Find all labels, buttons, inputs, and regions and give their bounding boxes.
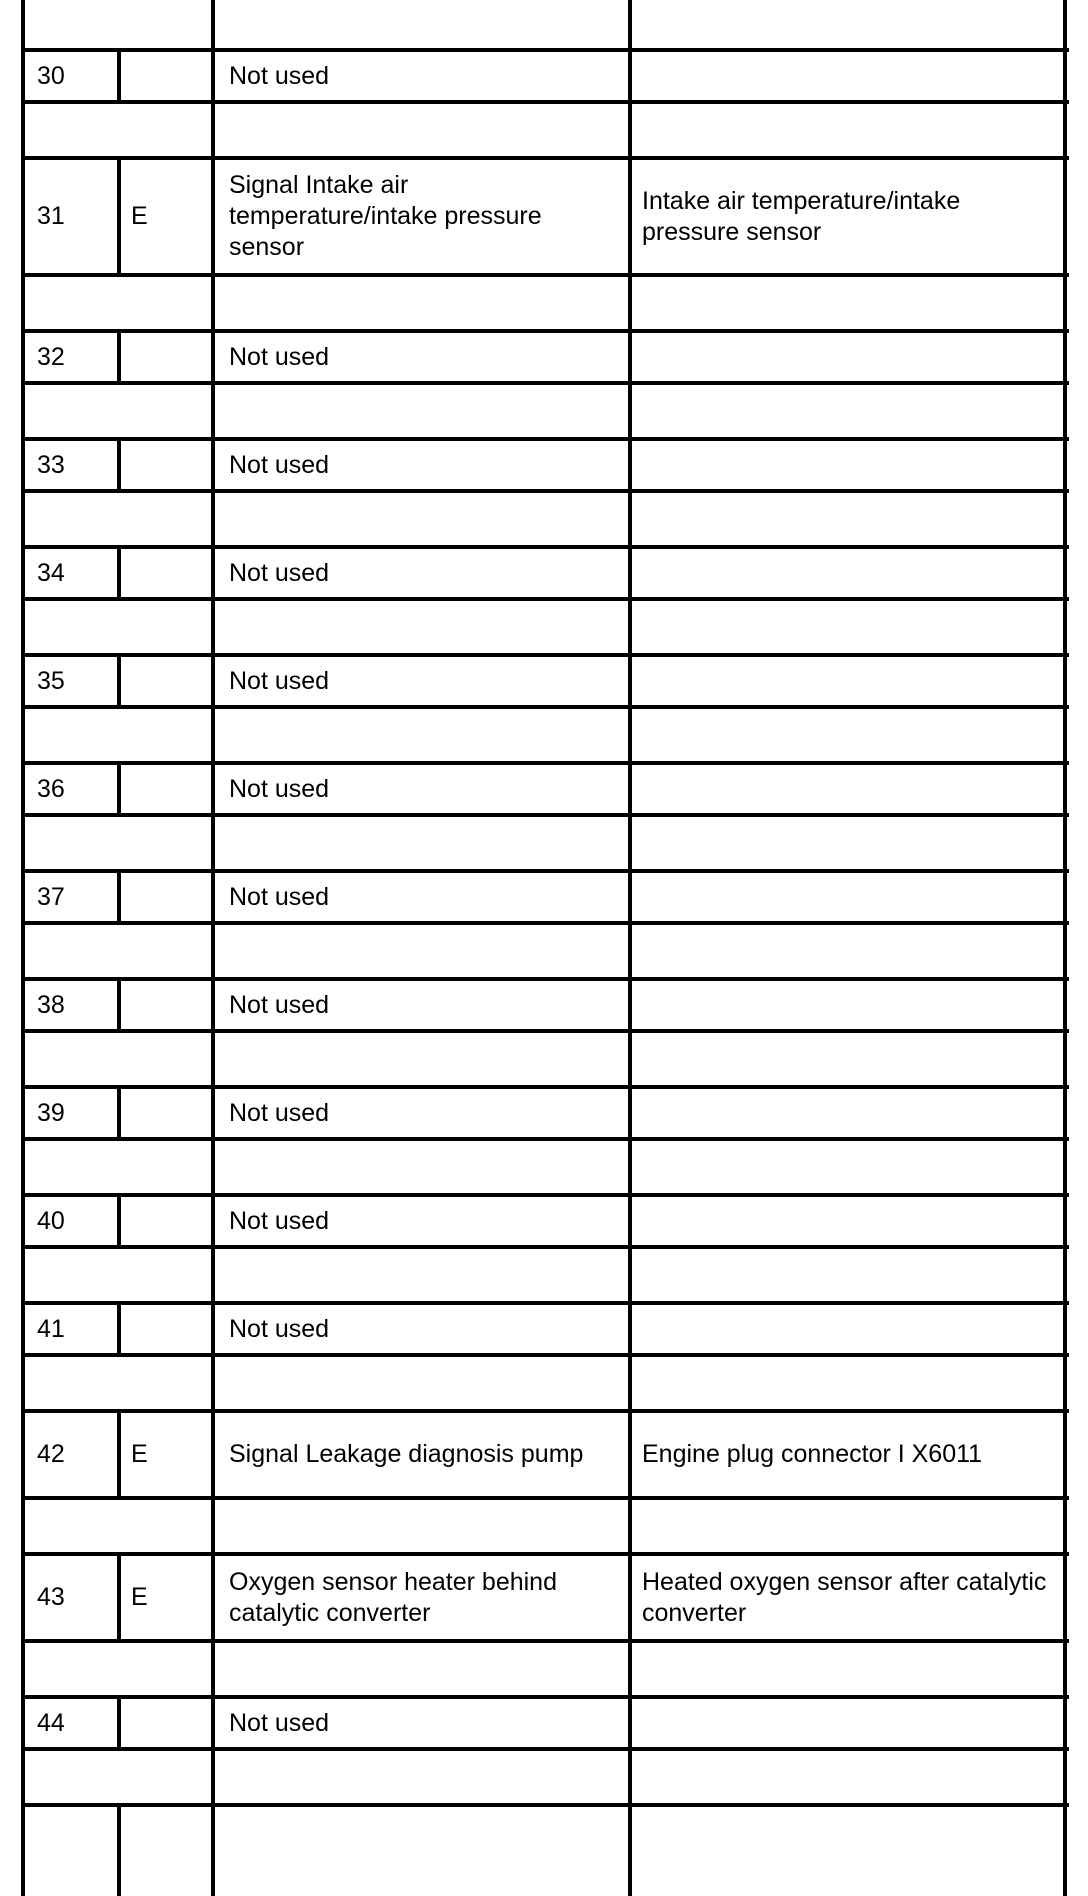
component-name (642, 331, 1062, 383)
signal-description: Not used (229, 1206, 330, 1235)
signal-description: Not used (229, 1098, 330, 1127)
component-name (642, 655, 1062, 707)
component-name (642, 439, 1062, 491)
pin-type-divider (117, 763, 121, 815)
pin-type-divider (117, 1554, 121, 1641)
signal-type: E (131, 1583, 148, 1611)
signal-type (131, 1195, 211, 1247)
signal-type (131, 1303, 211, 1355)
pin-number: 43 (37, 1583, 65, 1611)
pin-type-divider (117, 50, 121, 102)
signal-type (131, 1697, 211, 1749)
signal-type (131, 1087, 211, 1139)
component-name (642, 1087, 1062, 1139)
pin-number: 31 (37, 202, 65, 230)
pin-type-divider (117, 1087, 121, 1139)
component-name (642, 871, 1062, 923)
component-name (642, 763, 1062, 815)
pin-number: 38 (37, 990, 65, 1019)
pin-type-divider (117, 547, 121, 599)
pin-number: 36 (37, 774, 65, 803)
signal-type (131, 50, 211, 102)
signal-description: Not used (229, 882, 330, 911)
component-name (642, 1697, 1062, 1749)
component-name (642, 1195, 1062, 1247)
component-name (642, 547, 1062, 599)
signal-type (131, 439, 211, 491)
pin-type-divider (117, 1411, 121, 1498)
signal-type: E (131, 202, 148, 230)
row-divider (23, 1803, 1069, 1807)
signal-description: Not used (229, 990, 330, 1019)
signal-description: Oxygen sensor heater behind catalytic converter (229, 1567, 557, 1627)
pin-type-divider (117, 331, 121, 383)
signal-type: E (131, 1440, 148, 1468)
component-name: Intake air temperature/intake pressure sensor (642, 186, 961, 246)
signal-description: Not used (229, 1314, 330, 1343)
pin-number: 41 (37, 1314, 65, 1343)
signal-description: Signal Leakage diagnosis pump (229, 1440, 584, 1468)
signal-description: Not used (229, 342, 330, 371)
signal-description: Not used (229, 450, 330, 479)
pin-type-divider (117, 1805, 121, 1896)
signal-description: Not used (229, 666, 330, 695)
pin-number: 37 (37, 882, 65, 911)
pin-type-divider (117, 1195, 121, 1247)
component-name: Heated oxygen sensor after catalytic converter (642, 1567, 1047, 1627)
pin-number: 44 (37, 1708, 65, 1737)
signal-type (131, 655, 211, 707)
pin-type-divider (117, 871, 121, 923)
pin-type-divider (117, 979, 121, 1031)
component-name (642, 979, 1062, 1031)
signal-description: Not used (229, 558, 330, 587)
signal-type (131, 871, 211, 923)
pin-number: 33 (37, 450, 65, 479)
component-name (642, 1303, 1062, 1355)
pin-type-divider (117, 158, 121, 275)
pin-number: 39 (37, 1098, 65, 1127)
signal-description: Not used (229, 774, 330, 803)
column-divider (21, 0, 25, 1896)
component-name (642, 50, 1062, 102)
signal-type (131, 331, 211, 383)
pin-number: 42 (37, 1440, 65, 1468)
column-divider (1063, 0, 1067, 1896)
signal-type (131, 547, 211, 599)
pin-number: 40 (37, 1206, 65, 1235)
pin-type-divider (117, 1697, 121, 1749)
column-divider (211, 0, 215, 1896)
signal-type (131, 763, 211, 815)
pin-number: 30 (37, 61, 65, 90)
signal-description: Not used (229, 1708, 330, 1737)
component-name: Engine plug connector I X6011 (642, 1440, 983, 1468)
signal-type (131, 979, 211, 1031)
pin-number: 35 (37, 666, 65, 695)
column-divider (628, 0, 632, 1896)
signal-description: Not used (229, 61, 330, 90)
signal-description: Signal Intake air temperature/intake pressure sensor (229, 171, 542, 261)
pin-number: 32 (37, 342, 65, 371)
pin-type-divider (117, 1303, 121, 1355)
pin-type-divider (117, 439, 121, 491)
pin-number: 34 (37, 558, 65, 587)
pin-type-divider (117, 655, 121, 707)
